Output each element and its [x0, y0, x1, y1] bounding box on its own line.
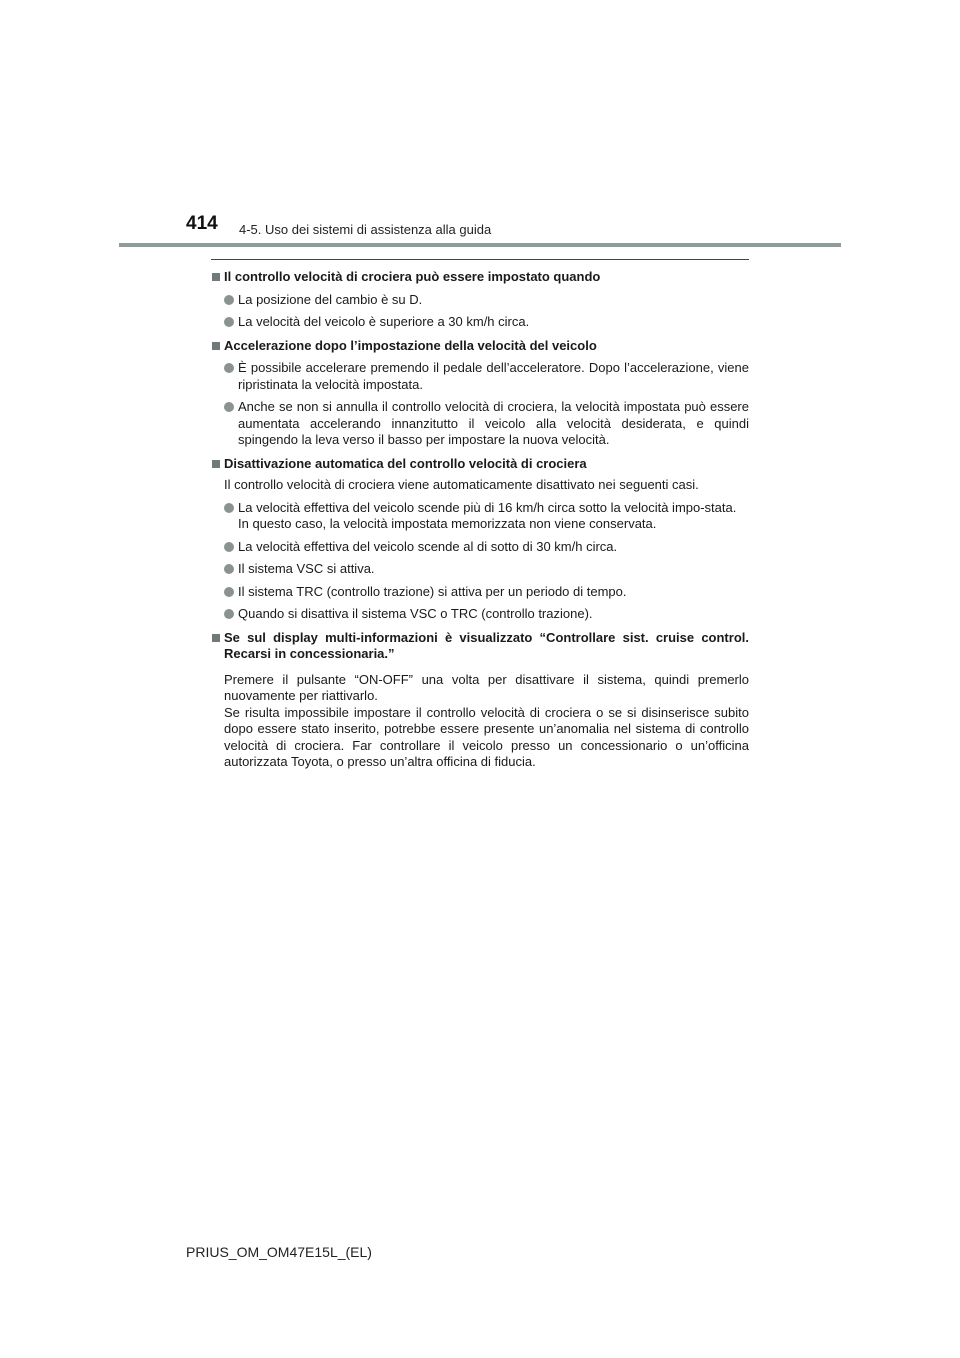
circle-bullet-icon [224, 587, 234, 597]
square-bullet-icon [212, 342, 220, 350]
circle-bullet-icon [224, 402, 234, 412]
circle-bullet-icon [224, 317, 234, 327]
list-item: Quando si disattiva il sistema VSC o TRC (controllo trazione). [211, 606, 749, 623]
section-heading: Il controllo velocità di crociera può essere impostato quando [211, 269, 749, 286]
list-item: La velocità effettiva del veicolo scende al di sotto di 30 km/h circa. [211, 539, 749, 556]
section-heading: Disattivazione automatica del controllo velocità di crociera [211, 456, 749, 473]
square-bullet-icon [212, 634, 220, 642]
chapter-title: 4-5. Uso dei sistemi di assistenza alla guida [239, 222, 492, 237]
section-paragraph: Premere il pulsante “ON-OFF” una volta per disattivare il sistema, quindi premerlo nuovamente per riattivarlo. Se risulta impossibile impostare il controllo velocità di crociera o se si disinserisce subito dopo essere stato inserito, potrebbe essere presente un’anomalia nel sistema di controllo velocità di crociera. Far controllare il veicolo presso un concessionario o un’officina autorizzata Toyota, o presso un’altra officina di fiducia. [224, 671, 749, 769]
page-number: 414 [186, 213, 218, 234]
square-bullet-icon [212, 460, 220, 468]
list-item: La velocità del veicolo è superiore a 30 km/h circa. [211, 314, 749, 331]
list-item: Il sistema TRC (controllo trazione) si attiva per un periodo di tempo. [211, 584, 749, 601]
section-intro: Il controllo velocità di crociera viene automaticamente disattivato nei seguenti casi. [224, 477, 699, 492]
circle-bullet-icon [224, 542, 234, 552]
circle-bullet-icon [224, 503, 234, 513]
circle-bullet-icon [224, 363, 234, 373]
list-item: È possibile accelerare premendo il pedale dell’acceleratore. Dopo l’accelerazione, viene ripristinata la velocità impostata. [211, 360, 749, 393]
list-item: La velocità effettiva del veicolo scende più di 16 km/h circa sotto la velocità impo-stata. In questo caso, la velocità impostata memorizzata non viene conservata. [211, 500, 749, 533]
circle-bullet-icon [224, 564, 234, 574]
list-item: La posizione del cambio è su D. [211, 292, 749, 309]
circle-bullet-icon [224, 295, 234, 305]
list-item: Il sistema VSC si attiva. [211, 561, 749, 578]
document-id: PRIUS_OM_OM47E15L_(EL) [186, 1244, 372, 1260]
header-rule [119, 243, 841, 247]
square-bullet-icon [212, 273, 220, 281]
section-top-rule [211, 259, 749, 260]
circle-bullet-icon [224, 609, 234, 619]
section-heading: Accelerazione dopo l’impostazione della velocità del veicolo [211, 338, 749, 355]
section-heading: Se sul display multi-informazioni è visualizzato “Controllare sist. cruise control. Recarsi in concessionaria.” [211, 630, 749, 663]
list-item: Anche se non si annulla il controllo velocità di crociera, la velocità impostata può essere aumentata accelerando innanzitutto il veicolo alla velocità desiderata, e quindi spingendo la leva verso il basso per impostare la nuova velocità. [211, 399, 749, 449]
page-content [211, 269, 749, 771]
list-item-note: In questo caso, la velocità impostata memorizzata non viene conservata. [238, 516, 657, 531]
